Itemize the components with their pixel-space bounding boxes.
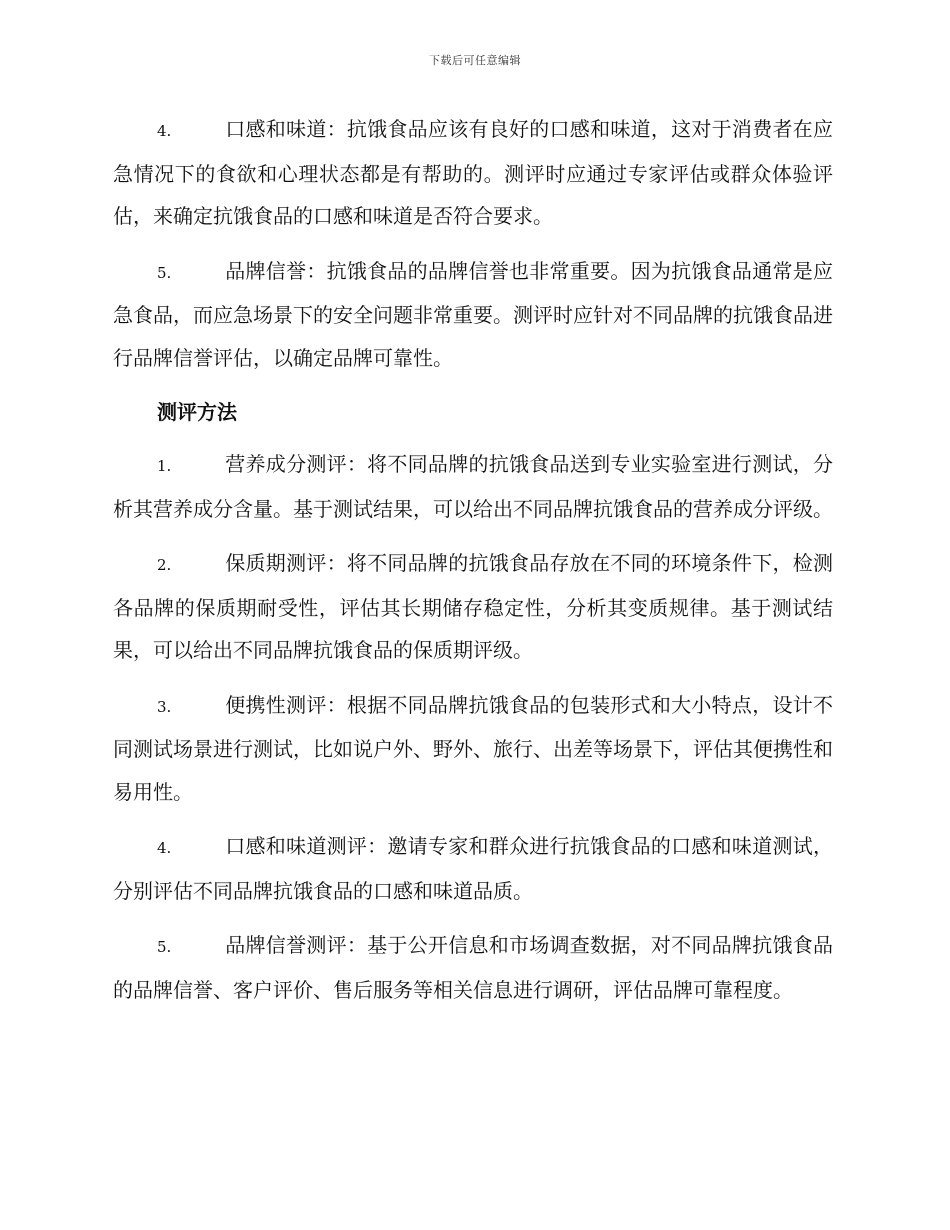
section-heading: 测评方法 [157,400,237,424]
list-item-text: 便携性测评：根据不同品牌抗饿食品的包装形式和大小特点，设计不同测试场景进行测试，比如说户外、野外、旅行、出差等场景下，评估其便携性和易用性。 [113,692,833,804]
list-item-brand-reputation-test [113,924,833,1011]
list-item-text: 保质期测评：将不同品牌的抗饿食品存放在不同的环境条件下，检测各品牌的保质期耐受性，评估其长期储存稳定性，分析其变质规律。基于测试结果，可以给出不同品牌抗饿食品的保质期评级。 [113,551,833,662]
list-item-text: 品牌信誉：抗饿食品的品牌信誉也非常重要。因为抗饿食品通常是应急食品，而应急场景下的安全问题非常重要。测评时应针对不同品牌的抗饿食品进行品牌信誉评估，以确定品牌可靠性。 [113,258,833,370]
list-item-text: 品牌信誉测评：基于公开信息和市场调查数据，对不同品牌抗饿食品的品牌信誉、客户评价、售后服务等相关信息进行调研，评估品牌可靠程度。 [113,933,833,1002]
list-item-taste-test [113,825,833,912]
list-item-number: 5. [157,938,172,956]
list-item-shelf-life-test [113,542,833,672]
list-item-text: 口感和味道测评：邀请专家和群众进行抗饿食品的口感和味道测试，分别评估不同品牌抗饿食品的口感和味道品质。 [113,834,833,903]
list-item-number: 4. [157,839,172,857]
list-item-portability-test [113,684,833,814]
list-item-text: 营养成分测评：将不同品牌的抗饿食品送到专业实验室进行测试，分析其营养成分含量。基于测试结果，可以给出不同品牌抗饿食品的营养成分评级。 [113,452,833,521]
list-item-nutrition-test [113,443,833,530]
list-item-number: 5. [157,263,172,282]
document-body [113,108,833,1023]
list-item-text: 口感和味道：抗饿食品应该有良好的口感和味道，这对于消费者在应急情况下的食欲和心理状态都是有帮助的。测评时应通过专家评估或群众体验评估，来确定抗饿食品的口感和味道是否符合要求。 [113,117,833,228]
list-item-number: 4. [157,122,172,140]
list-item-number: 1. [157,457,172,475]
list-item-number: 3. [157,697,172,716]
page-header: 下载后可任意编辑 [429,54,521,67]
list-item-taste [113,108,833,238]
list-item-number: 2. [157,556,172,574]
list-item-brand-reputation [113,250,833,380]
